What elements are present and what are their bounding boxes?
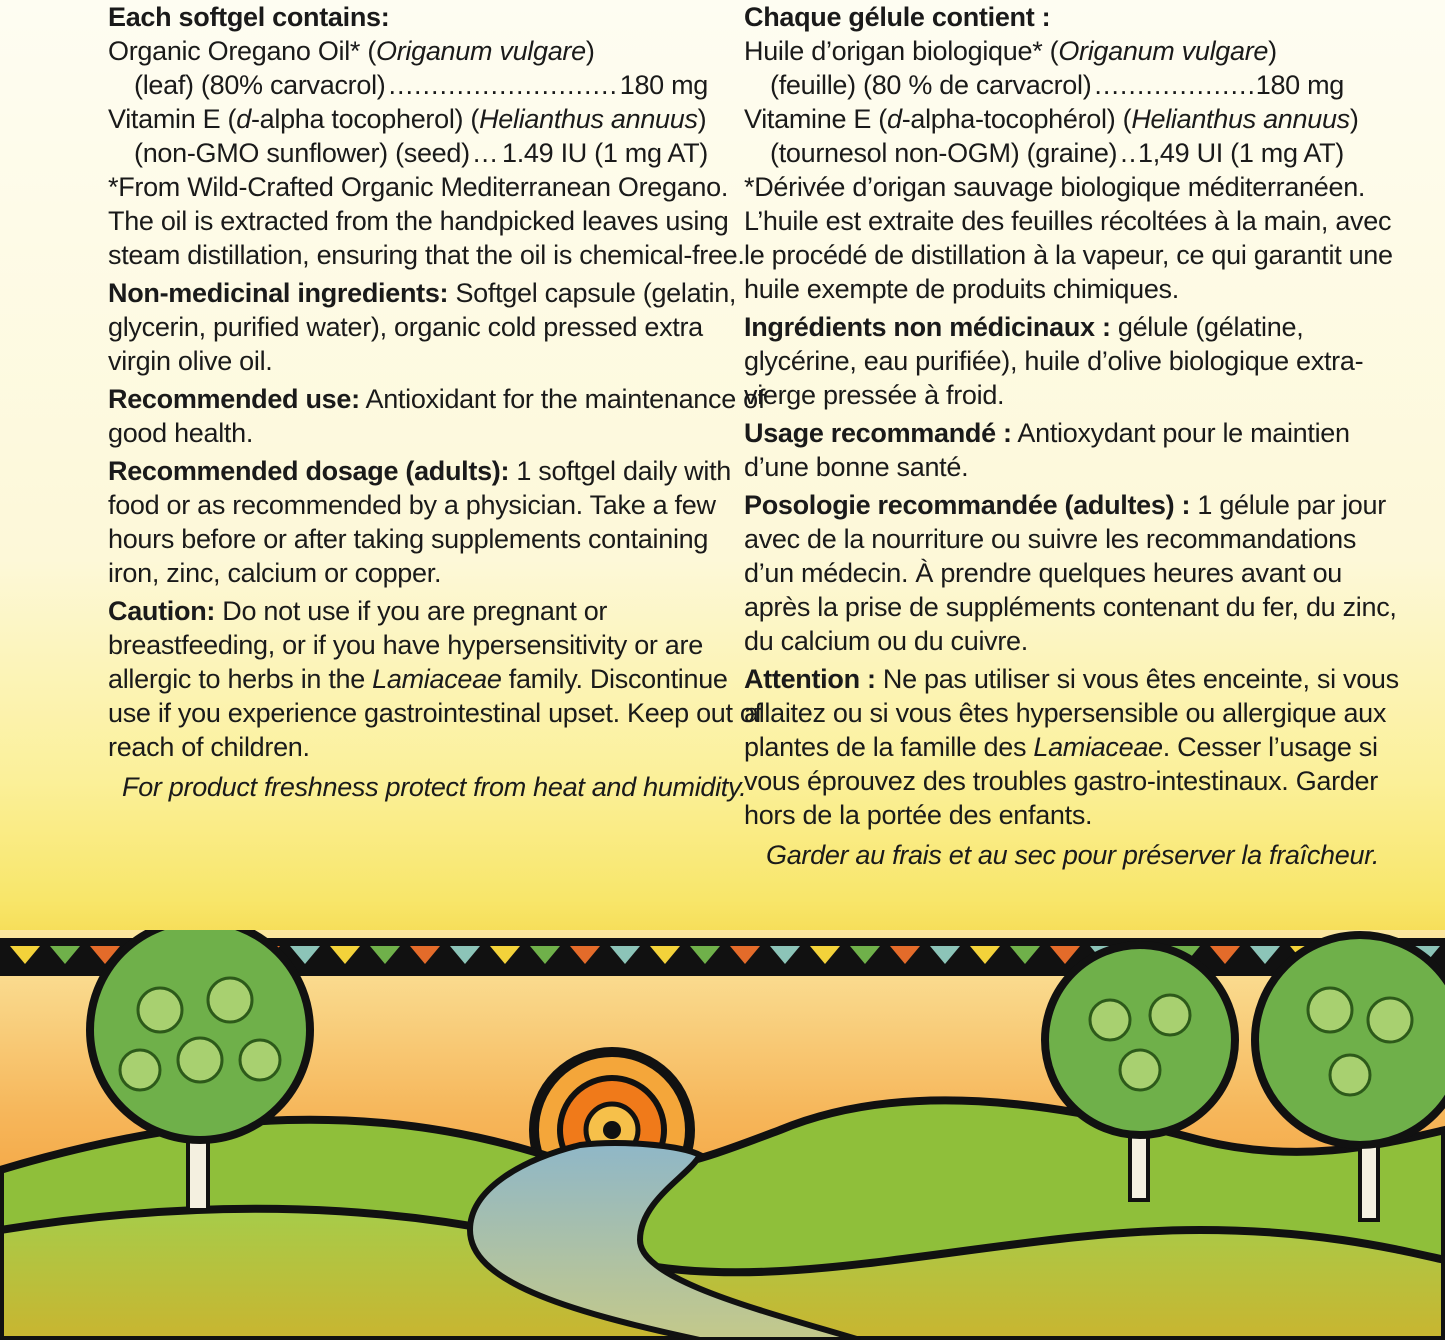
caution-section-fr: Attention : Ne pas utiliser si vous êtes enceinte, si vous allaitez ou si vous êtes hypersensible ou allergique aux plantes de la famille des Lamiaceae. Cesser l’usage si vous éprouvez des troubles gastro-intestinaux. Garder hors de la portée des enfants. [744, 664, 1399, 830]
recommended-use-section-fr: Usage recommandé : Antioxydant pour le maintien d’une bonne santé. [744, 418, 1350, 482]
landscape-illustration [0, 930, 1445, 1340]
non-medicinal-section-fr: Ingrédients non médicinaux : gélule (gélatine, glycérine, eau purifiée), huile d’olive biologique extra- vierge pressée à froid. [744, 312, 1364, 410]
vitamin-e-line-fr: Vitamine E (d-alpha-tocophérol) (Helianthus annuus) [744, 104, 1359, 134]
footnote-fr: *Dérivée d’origan sauvage biologique méditerranéen. L’huile est extraite des feuilles récoltées à la main, avec le procédé de distillation à la vapeur, ce qui garantit une huile exempte de produits chimiques. [744, 172, 1393, 304]
contains-heading: Each softgel contains: [108, 2, 390, 32]
freshness-note-fr: Garder au frais et au sec pour préserver la fraîcheur. [766, 840, 1380, 870]
oregano-oil-line-fr: Huile d’origan biologique* (Origanum vulgare) [744, 36, 1277, 66]
caution-section: Caution: Do not use if you are pregnant or breastfeeding, or if you have hypersensitivity or are allergic to herbs in the Lamiaceae family. Discontinue use if you experience gastrointestinal upset. Keep out of reach of children. [108, 596, 762, 762]
vitamin-e-dose-line: (non-GMO sunflower) (seed) ..... 1.49 IU (1 mg AT) [108, 136, 708, 170]
recommended-use-section: Recommended use: Antioxidant for the maintenance of good health. [108, 384, 766, 448]
vitamin-e-dose-line-fr: (tournesol non-OGM) (graine) ..... 1,49 UI (1 mg AT) [744, 136, 1344, 170]
dosage-section-fr: Posologie recommandée (adultes) : 1 gélule par jour avec de la nourriture ou suivre les recommandations d’un médecin. À prendre quelques heures avant ou après la prise de suppléments contenant du fer, du zinc, du calcium ou du cuivre. [744, 490, 1397, 656]
non-medicinal-section: Non-medicinal ingredients: Softgel capsule (gelatin, glycerin, purified water), organic cold pressed extra virgin olive oil. [108, 278, 737, 376]
french-column [744, 0, 1399, 872]
contains-heading-fr: Chaque gélule contient : [744, 2, 1051, 32]
footnote: *From Wild-Crafted Organic Mediterranean Oregano. The oil is extracted from the handpicked leaves using steam distillation, ensuring that the oil is chemical-free. [108, 172, 745, 270]
vitamin-e-line: Vitamin E (d-alpha tocopherol) (Helianthus annuus) [108, 104, 707, 134]
freshness-note: For product freshness protect from heat and humidity. [122, 772, 747, 802]
oregano-oil-dose-line-fr: (feuille) (80 % de carvacrol) ..... 180 mg [744, 68, 1344, 102]
oregano-oil-dose-line: (leaf) (80% carvacrol) ..... 180 mg [108, 68, 708, 102]
oregano-oil-line: Organic Oregano Oil* (Origanum vulgare) [108, 36, 595, 66]
dosage-section: Recommended dosage (adults): 1 softgel daily with food or as recommended by a physician. Take a few hours before or after taking supplements containing iron, zinc, calcium or copper. [108, 456, 731, 588]
english-column [108, 0, 766, 804]
